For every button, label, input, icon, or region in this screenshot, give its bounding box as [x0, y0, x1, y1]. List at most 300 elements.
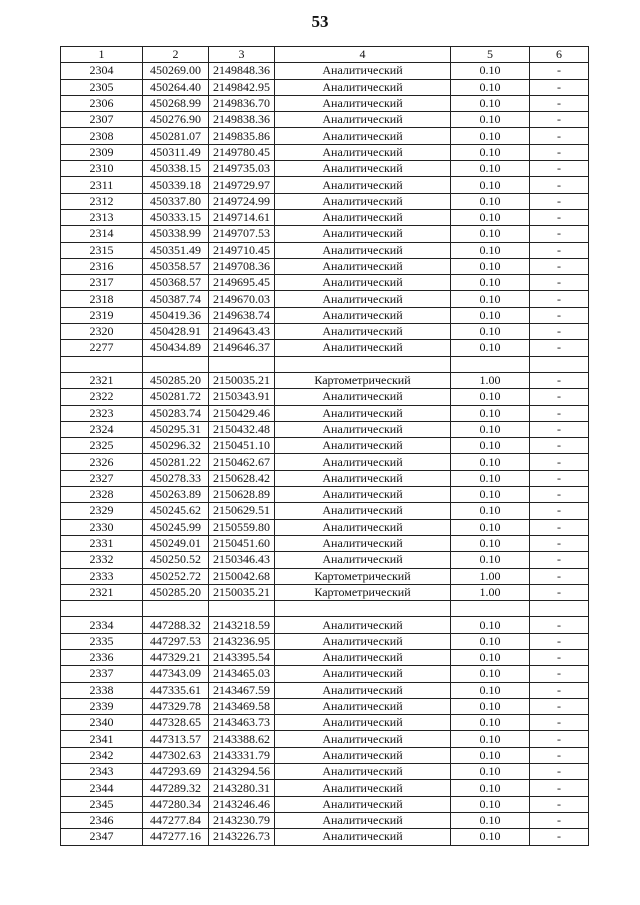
note-cell: - — [530, 584, 589, 600]
table-row — [61, 503, 589, 519]
x-coordinate-cell — [143, 601, 209, 617]
y-coordinate-cell: 2149838.36 — [209, 112, 275, 128]
table-row — [61, 780, 589, 796]
accuracy-cell: 0.10 — [451, 258, 530, 274]
table-row — [61, 307, 589, 323]
x-coordinate-cell: 450428.91 — [143, 324, 209, 340]
accuracy-cell: 0.10 — [451, 438, 530, 454]
accuracy-cell: 0.10 — [451, 682, 530, 698]
table-row — [61, 372, 589, 388]
x-coordinate-cell: 450358.57 — [143, 258, 209, 274]
accuracy-cell: 0.10 — [451, 291, 530, 307]
note-cell: - — [530, 209, 589, 225]
method-cell: Аналитический — [275, 682, 451, 698]
x-coordinate-cell: 450245.99 — [143, 519, 209, 535]
coordinates-table — [60, 46, 589, 846]
y-coordinate-cell: 2143226.73 — [209, 829, 275, 845]
method-cell: Аналитический — [275, 226, 451, 242]
x-coordinate-cell: 450387.74 — [143, 291, 209, 307]
method-cell: Аналитический — [275, 829, 451, 845]
method-cell — [275, 601, 451, 617]
method-cell: Аналитический — [275, 780, 451, 796]
accuracy-cell: 0.10 — [451, 389, 530, 405]
method-cell: Аналитический — [275, 161, 451, 177]
point-number-cell: 2315 — [61, 242, 143, 258]
table-body — [61, 47, 589, 846]
table-row — [61, 764, 589, 780]
point-number-cell: 2316 — [61, 258, 143, 274]
y-coordinate-cell: 2143388.62 — [209, 731, 275, 747]
x-coordinate-cell: 447280.34 — [143, 796, 209, 812]
method-cell: Аналитический — [275, 63, 451, 79]
table-row — [61, 487, 589, 503]
accuracy-cell: 0.10 — [451, 698, 530, 714]
table-row — [61, 258, 589, 274]
point-number-cell: 2307 — [61, 112, 143, 128]
accuracy-cell: 0.10 — [451, 715, 530, 731]
point-number-cell: 2306 — [61, 95, 143, 111]
y-coordinate-cell: 2149714.61 — [209, 209, 275, 225]
x-coordinate-cell: 450281.72 — [143, 389, 209, 405]
point-number-cell: 2347 — [61, 829, 143, 845]
header-cell-2: 2 — [143, 47, 209, 63]
point-number-cell: 2309 — [61, 144, 143, 160]
y-coordinate-cell: 2149836.70 — [209, 95, 275, 111]
table-row — [61, 340, 589, 356]
accuracy-cell: 0.10 — [451, 144, 530, 160]
y-coordinate-cell: 2149835.86 — [209, 128, 275, 144]
x-coordinate-cell: 447343.09 — [143, 666, 209, 682]
y-coordinate-cell — [209, 356, 275, 372]
point-number-cell: 2337 — [61, 666, 143, 682]
method-cell: Аналитический — [275, 698, 451, 714]
y-coordinate-cell: 2149646.37 — [209, 340, 275, 356]
method-cell: Аналитический — [275, 487, 451, 503]
y-coordinate-cell: 2149780.45 — [209, 144, 275, 160]
note-cell: - — [530, 666, 589, 682]
accuracy-cell: 0.10 — [451, 535, 530, 551]
note-cell: - — [530, 731, 589, 747]
accuracy-cell: 0.10 — [451, 747, 530, 763]
method-cell: Аналитический — [275, 128, 451, 144]
method-cell: Аналитический — [275, 552, 451, 568]
y-coordinate-cell: 2149710.45 — [209, 242, 275, 258]
point-number-cell: 2318 — [61, 291, 143, 307]
table-row — [61, 552, 589, 568]
method-cell: Картометрический — [275, 584, 451, 600]
table-row — [61, 405, 589, 421]
note-cell: - — [530, 747, 589, 763]
page-number: 53 — [311, 12, 329, 31]
method-cell: Аналитический — [275, 519, 451, 535]
accuracy-cell — [451, 356, 530, 372]
note-cell: - — [530, 405, 589, 421]
accuracy-cell: 0.10 — [451, 275, 530, 291]
point-number-cell — [61, 601, 143, 617]
x-coordinate-cell: 447302.63 — [143, 747, 209, 763]
note-cell: - — [530, 535, 589, 551]
header-cell-4: 4 — [275, 47, 451, 63]
accuracy-cell: 0.10 — [451, 487, 530, 503]
table-row — [61, 112, 589, 128]
note-cell — [530, 601, 589, 617]
x-coordinate-cell: 450252.72 — [143, 568, 209, 584]
accuracy-cell: 0.10 — [451, 633, 530, 649]
header-cell-6: 6 — [530, 47, 589, 63]
y-coordinate-cell: 2143465.03 — [209, 666, 275, 682]
note-cell: - — [530, 438, 589, 454]
method-cell — [275, 356, 451, 372]
table-row — [61, 454, 589, 470]
point-number-cell: 2338 — [61, 682, 143, 698]
method-cell: Аналитический — [275, 193, 451, 209]
table-row — [61, 291, 589, 307]
x-coordinate-cell: 450281.07 — [143, 128, 209, 144]
point-number-cell: 2324 — [61, 421, 143, 437]
method-cell: Аналитический — [275, 764, 451, 780]
accuracy-cell: 0.10 — [451, 731, 530, 747]
table-row — [61, 535, 589, 551]
y-coordinate-cell: 2149848.36 — [209, 63, 275, 79]
header-cell-5: 5 — [451, 47, 530, 63]
table-row — [61, 519, 589, 535]
note-cell: - — [530, 177, 589, 193]
point-number-cell: 2310 — [61, 161, 143, 177]
header-cell-1: 1 — [61, 47, 143, 63]
accuracy-cell: 0.10 — [451, 307, 530, 323]
point-number-cell: 2332 — [61, 552, 143, 568]
method-cell: Аналитический — [275, 340, 451, 356]
x-coordinate-cell: 450264.40 — [143, 79, 209, 95]
x-coordinate-cell: 447297.53 — [143, 633, 209, 649]
y-coordinate-cell: 2149708.36 — [209, 258, 275, 274]
note-cell: - — [530, 128, 589, 144]
x-coordinate-cell: 447335.61 — [143, 682, 209, 698]
point-number-cell: 2343 — [61, 764, 143, 780]
x-coordinate-cell: 447329.21 — [143, 649, 209, 665]
accuracy-cell: 1.00 — [451, 584, 530, 600]
point-number-cell: 2344 — [61, 780, 143, 796]
point-number-cell: 2341 — [61, 731, 143, 747]
note-cell: - — [530, 275, 589, 291]
x-coordinate-cell: 447329.78 — [143, 698, 209, 714]
table-row — [61, 209, 589, 225]
note-cell: - — [530, 682, 589, 698]
y-coordinate-cell: 2149638.74 — [209, 307, 275, 323]
accuracy-cell: 0.10 — [451, 617, 530, 633]
point-number-cell: 2346 — [61, 812, 143, 828]
note-cell: - — [530, 764, 589, 780]
accuracy-cell: 1.00 — [451, 372, 530, 388]
point-number-cell: 2325 — [61, 438, 143, 454]
x-coordinate-cell: 450269.00 — [143, 63, 209, 79]
point-number-cell: 2311 — [61, 177, 143, 193]
table-row — [61, 698, 589, 714]
accuracy-cell — [451, 601, 530, 617]
table-row — [61, 682, 589, 698]
x-coordinate-cell: 450249.01 — [143, 535, 209, 551]
point-number-cell: 2277 — [61, 340, 143, 356]
point-number-cell: 2339 — [61, 698, 143, 714]
y-coordinate-cell: 2150629.51 — [209, 503, 275, 519]
header-cell-3: 3 — [209, 47, 275, 63]
note-cell: - — [530, 617, 589, 633]
point-number-cell: 2321 — [61, 372, 143, 388]
accuracy-cell: 0.10 — [451, 112, 530, 128]
x-coordinate-cell: 450263.89 — [143, 487, 209, 503]
table-row — [61, 63, 589, 79]
note-cell: - — [530, 258, 589, 274]
y-coordinate-cell: 2149729.97 — [209, 177, 275, 193]
x-coordinate-cell: 450278.33 — [143, 470, 209, 486]
note-cell: - — [530, 780, 589, 796]
method-cell: Аналитический — [275, 79, 451, 95]
y-coordinate-cell: 2150628.89 — [209, 487, 275, 503]
x-coordinate-cell: 447313.57 — [143, 731, 209, 747]
x-coordinate-cell: 447328.65 — [143, 715, 209, 731]
x-coordinate-cell: 450245.62 — [143, 503, 209, 519]
table-row — [61, 79, 589, 95]
note-cell: - — [530, 503, 589, 519]
note-cell: - — [530, 95, 589, 111]
y-coordinate-cell: 2150035.21 — [209, 372, 275, 388]
x-coordinate-cell: 450268.99 — [143, 95, 209, 111]
x-coordinate-cell: 450250.52 — [143, 552, 209, 568]
accuracy-cell: 0.10 — [451, 812, 530, 828]
method-cell: Аналитический — [275, 715, 451, 731]
table-row — [61, 829, 589, 845]
note-cell: - — [530, 389, 589, 405]
x-coordinate-cell — [143, 356, 209, 372]
table-row — [61, 747, 589, 763]
method-cell: Картометрический — [275, 372, 451, 388]
accuracy-cell: 0.10 — [451, 552, 530, 568]
x-coordinate-cell: 450419.36 — [143, 307, 209, 323]
table-row — [61, 275, 589, 291]
note-cell: - — [530, 193, 589, 209]
x-coordinate-cell: 450311.49 — [143, 144, 209, 160]
note-cell: - — [530, 519, 589, 535]
y-coordinate-cell: 2150346.43 — [209, 552, 275, 568]
accuracy-cell: 0.10 — [451, 421, 530, 437]
x-coordinate-cell: 450276.90 — [143, 112, 209, 128]
x-coordinate-cell: 450434.89 — [143, 340, 209, 356]
table-row — [61, 666, 589, 682]
y-coordinate-cell: 2149670.03 — [209, 291, 275, 307]
x-coordinate-cell: 450338.99 — [143, 226, 209, 242]
note-cell: - — [530, 829, 589, 845]
note-cell: - — [530, 291, 589, 307]
method-cell: Аналитический — [275, 535, 451, 551]
accuracy-cell: 0.10 — [451, 161, 530, 177]
y-coordinate-cell: 2150429.46 — [209, 405, 275, 421]
point-number-cell: 2317 — [61, 275, 143, 291]
table-row — [61, 438, 589, 454]
separator-row — [61, 356, 589, 372]
point-number-cell: 2314 — [61, 226, 143, 242]
x-coordinate-cell: 450283.74 — [143, 405, 209, 421]
note-cell: - — [530, 454, 589, 470]
method-cell: Аналитический — [275, 503, 451, 519]
point-number-cell: 2329 — [61, 503, 143, 519]
y-coordinate-cell: 2149842.95 — [209, 79, 275, 95]
point-number-cell: 2340 — [61, 715, 143, 731]
accuracy-cell: 0.10 — [451, 666, 530, 682]
y-coordinate-cell: 2143467.59 — [209, 682, 275, 698]
x-coordinate-cell: 450295.31 — [143, 421, 209, 437]
method-cell: Аналитический — [275, 747, 451, 763]
x-coordinate-cell: 450351.49 — [143, 242, 209, 258]
table-row — [61, 584, 589, 600]
note-cell: - — [530, 568, 589, 584]
accuracy-cell: 0.10 — [451, 780, 530, 796]
y-coordinate-cell: 2150559.80 — [209, 519, 275, 535]
accuracy-cell: 0.10 — [451, 503, 530, 519]
y-coordinate-cell: 2143469.58 — [209, 698, 275, 714]
table-row — [61, 731, 589, 747]
y-coordinate-cell: 2149735.03 — [209, 161, 275, 177]
header-row — [61, 47, 589, 63]
accuracy-cell: 0.10 — [451, 340, 530, 356]
y-coordinate-cell: 2143236.95 — [209, 633, 275, 649]
table-row — [61, 144, 589, 160]
point-number-cell: 2333 — [61, 568, 143, 584]
method-cell: Аналитический — [275, 405, 451, 421]
table-row — [61, 95, 589, 111]
x-coordinate-cell: 450296.32 — [143, 438, 209, 454]
accuracy-cell: 0.10 — [451, 764, 530, 780]
separator-row — [61, 601, 589, 617]
method-cell: Аналитический — [275, 731, 451, 747]
note-cell: - — [530, 421, 589, 437]
table-row — [61, 812, 589, 828]
y-coordinate-cell: 2143395.54 — [209, 649, 275, 665]
table-row — [61, 242, 589, 258]
method-cell: Аналитический — [275, 112, 451, 128]
note-cell — [530, 356, 589, 372]
note-cell: - — [530, 715, 589, 731]
accuracy-cell: 0.10 — [451, 128, 530, 144]
note-cell: - — [530, 226, 589, 242]
y-coordinate-cell: 2150462.67 — [209, 454, 275, 470]
point-number-cell: 2319 — [61, 307, 143, 323]
y-coordinate-cell: 2143294.56 — [209, 764, 275, 780]
x-coordinate-cell: 450337.80 — [143, 193, 209, 209]
point-number-cell: 2304 — [61, 63, 143, 79]
y-coordinate-cell: 2149724.99 — [209, 193, 275, 209]
method-cell: Аналитический — [275, 421, 451, 437]
accuracy-cell: 0.10 — [451, 470, 530, 486]
y-coordinate-cell: 2143280.31 — [209, 780, 275, 796]
x-coordinate-cell: 447288.32 — [143, 617, 209, 633]
method-cell: Картометрический — [275, 568, 451, 584]
table-row — [61, 177, 589, 193]
method-cell: Аналитический — [275, 95, 451, 111]
x-coordinate-cell: 447293.69 — [143, 764, 209, 780]
table-row — [61, 796, 589, 812]
method-cell: Аналитический — [275, 633, 451, 649]
method-cell: Аналитический — [275, 812, 451, 828]
accuracy-cell: 0.10 — [451, 95, 530, 111]
table-row — [61, 421, 589, 437]
point-number-cell: 2330 — [61, 519, 143, 535]
accuracy-cell: 0.10 — [451, 454, 530, 470]
y-coordinate-cell: 2149695.45 — [209, 275, 275, 291]
note-cell: - — [530, 307, 589, 323]
point-number-cell: 2327 — [61, 470, 143, 486]
accuracy-cell: 0.10 — [451, 519, 530, 535]
method-cell: Аналитический — [275, 291, 451, 307]
point-number-cell: 2308 — [61, 128, 143, 144]
point-number-cell: 2323 — [61, 405, 143, 421]
point-number-cell: 2305 — [61, 79, 143, 95]
table-row — [61, 633, 589, 649]
method-cell: Аналитический — [275, 649, 451, 665]
point-number-cell: 2334 — [61, 617, 143, 633]
table-row — [61, 324, 589, 340]
method-cell: Аналитический — [275, 242, 451, 258]
note-cell: - — [530, 487, 589, 503]
x-coordinate-cell: 450285.20 — [143, 372, 209, 388]
accuracy-cell: 0.10 — [451, 324, 530, 340]
table-row — [61, 715, 589, 731]
y-coordinate-cell: 2150343.91 — [209, 389, 275, 405]
y-coordinate-cell: 2150451.10 — [209, 438, 275, 454]
point-number-cell: 2336 — [61, 649, 143, 665]
x-coordinate-cell: 450285.20 — [143, 584, 209, 600]
y-coordinate-cell — [209, 601, 275, 617]
method-cell: Аналитический — [275, 258, 451, 274]
point-number-cell: 2328 — [61, 487, 143, 503]
note-cell: - — [530, 552, 589, 568]
y-coordinate-cell: 2143246.46 — [209, 796, 275, 812]
x-coordinate-cell: 450339.18 — [143, 177, 209, 193]
note-cell: - — [530, 340, 589, 356]
accuracy-cell: 0.10 — [451, 193, 530, 209]
note-cell: - — [530, 242, 589, 258]
y-coordinate-cell: 2150432.48 — [209, 421, 275, 437]
note-cell: - — [530, 324, 589, 340]
x-coordinate-cell: 447277.84 — [143, 812, 209, 828]
accuracy-cell: 0.10 — [451, 829, 530, 845]
accuracy-cell: 0.10 — [451, 63, 530, 79]
point-number-cell — [61, 356, 143, 372]
method-cell: Аналитический — [275, 666, 451, 682]
point-number-cell: 2335 — [61, 633, 143, 649]
x-coordinate-cell: 450333.15 — [143, 209, 209, 225]
y-coordinate-cell: 2150451.60 — [209, 535, 275, 551]
x-coordinate-cell: 447289.32 — [143, 780, 209, 796]
x-coordinate-cell: 450281.22 — [143, 454, 209, 470]
note-cell: - — [530, 470, 589, 486]
y-coordinate-cell: 2150628.42 — [209, 470, 275, 486]
table-row — [61, 128, 589, 144]
note-cell: - — [530, 161, 589, 177]
accuracy-cell: 0.10 — [451, 649, 530, 665]
note-cell: - — [530, 633, 589, 649]
point-number-cell: 2342 — [61, 747, 143, 763]
table-row — [61, 193, 589, 209]
point-number-cell: 2322 — [61, 389, 143, 405]
method-cell: Аналитический — [275, 438, 451, 454]
note-cell: - — [530, 698, 589, 714]
note-cell: - — [530, 112, 589, 128]
method-cell: Аналитический — [275, 177, 451, 193]
method-cell: Аналитический — [275, 275, 451, 291]
table-row — [61, 568, 589, 584]
table-row — [61, 389, 589, 405]
y-coordinate-cell: 2143218.59 — [209, 617, 275, 633]
